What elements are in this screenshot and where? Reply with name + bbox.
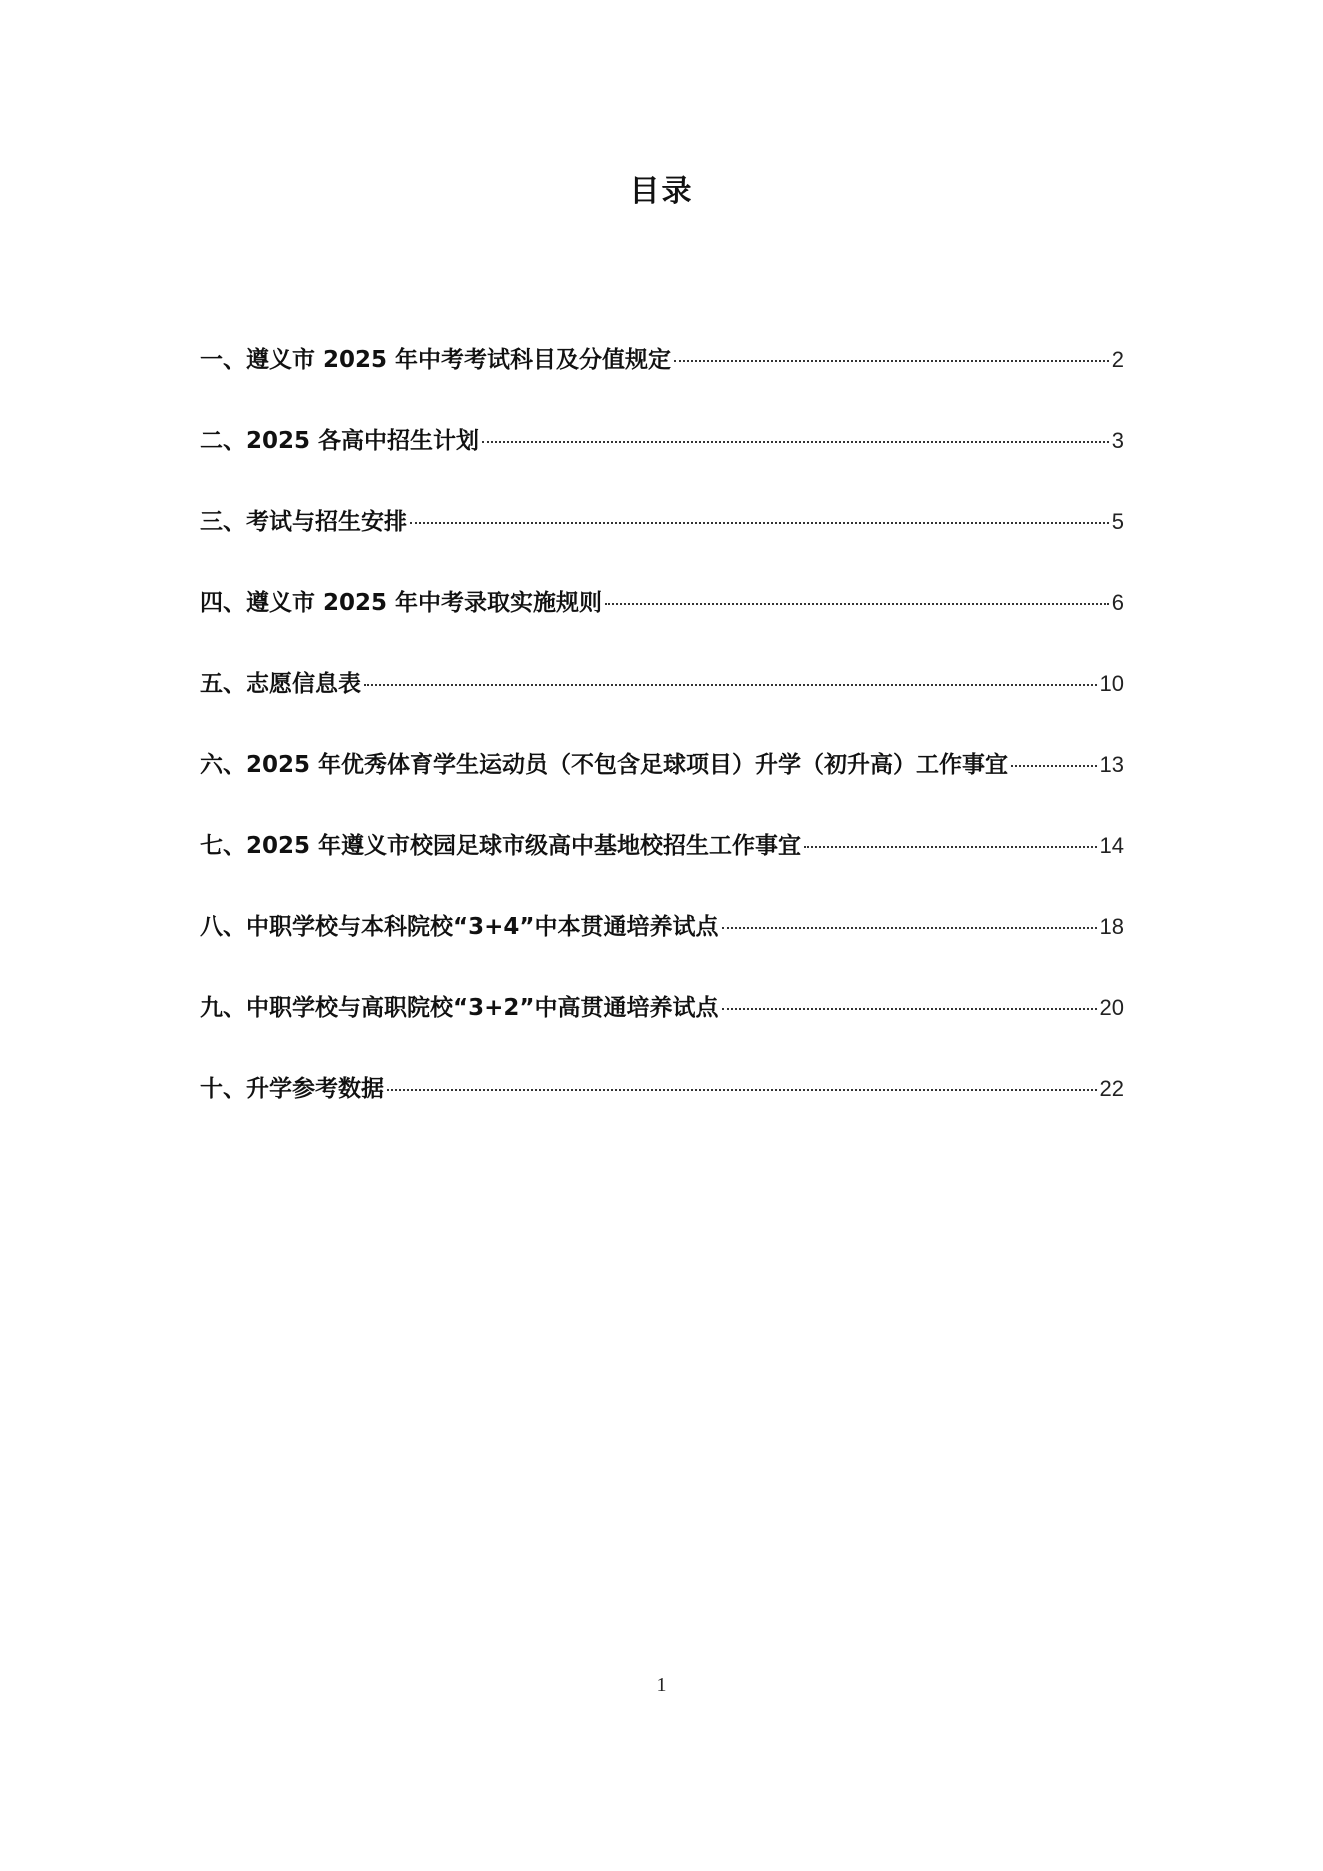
toc-entry-4[interactable] xyxy=(200,583,1124,664)
dot-leader xyxy=(804,846,1096,848)
toc-entry-page: 2 xyxy=(1111,347,1124,372)
toc-entry-label: 四、遵义市 2025 年中考录取实施规则 xyxy=(200,590,603,616)
toc-entry-label: 九、中职学校与高职院校“3+2”中高贯通培养试点 xyxy=(200,995,719,1021)
toc-entry-page: 18 xyxy=(1099,914,1124,939)
toc-entry-page: 5 xyxy=(1111,509,1124,534)
dot-leader xyxy=(605,603,1109,605)
toc-entry-8[interactable] xyxy=(200,907,1124,988)
toc-entry-10[interactable] xyxy=(200,1069,1124,1150)
dot-leader xyxy=(387,1089,1097,1091)
toc-entry-page: 20 xyxy=(1099,995,1124,1020)
dot-leader xyxy=(364,684,1097,686)
toc-entry-label: 六、2025 年优秀体育学生运动员（不包含足球项目）升学（初升高）工作事宜 xyxy=(200,752,1009,778)
dot-leader xyxy=(722,927,1097,929)
toc-entry-page: 14 xyxy=(1099,833,1124,858)
toc-entry-page: 13 xyxy=(1099,752,1124,777)
toc-entry-2[interactable] xyxy=(200,421,1124,502)
toc-entry-9[interactable] xyxy=(200,988,1124,1069)
toc-title: 目录 xyxy=(629,174,694,209)
toc-entry-1[interactable] xyxy=(200,340,1124,421)
toc-entry-7[interactable] xyxy=(200,826,1124,907)
dot-leader xyxy=(482,441,1109,443)
toc-entry-page: 10 xyxy=(1099,671,1124,696)
toc-entry-label: 三、考试与招生安排 xyxy=(200,509,407,535)
toc-entry-label: 五、志愿信息表 xyxy=(200,671,361,697)
toc-entry-6[interactable] xyxy=(200,745,1124,826)
toc-entry-page: 3 xyxy=(1111,428,1124,453)
page-number: 1 xyxy=(656,1674,667,1696)
toc-entry-page: 6 xyxy=(1111,590,1124,615)
dot-leader xyxy=(410,522,1109,524)
dot-leader xyxy=(722,1008,1097,1010)
dot-leader xyxy=(1011,765,1096,767)
toc-entry-label: 八、中职学校与本科院校“3+4”中本贯通培养试点 xyxy=(200,914,719,940)
toc-entry-5[interactable] xyxy=(200,664,1124,745)
toc-entry-label: 二、2025 各高中招生计划 xyxy=(200,428,480,454)
toc-entry-label: 一、遵义市 2025 年中考考试科目及分值规定 xyxy=(200,347,672,373)
toc-entry-label: 十、升学参考数据 xyxy=(200,1076,384,1102)
toc-entry-page: 22 xyxy=(1099,1076,1124,1101)
toc-entry-3[interactable] xyxy=(200,502,1124,583)
table-of-contents xyxy=(200,340,1124,1150)
dot-leader xyxy=(674,360,1109,362)
toc-entry-label: 七、2025 年遵义市校园足球市级高中基地校招生工作事宜 xyxy=(200,833,802,859)
